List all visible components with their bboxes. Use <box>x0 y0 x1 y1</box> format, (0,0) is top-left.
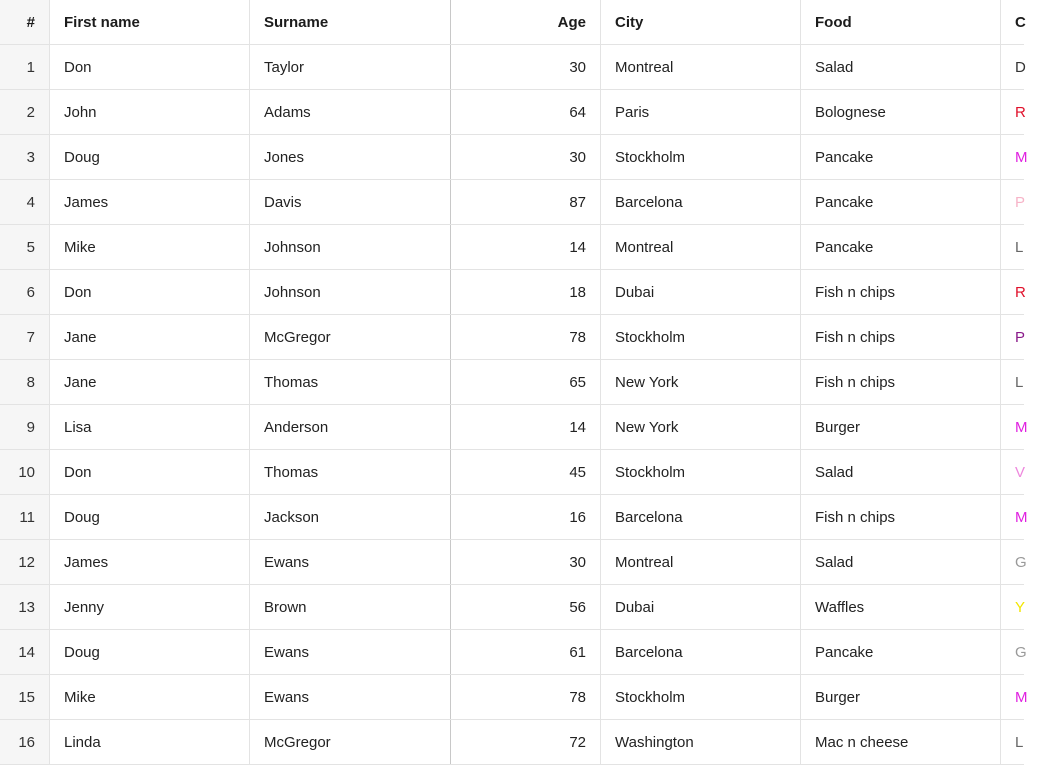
city-cell[interactable]: Dubai <box>601 270 801 314</box>
age-cell[interactable]: 65 <box>451 360 601 404</box>
food-cell[interactable]: Salad <box>801 540 1001 584</box>
color-cell[interactable]: P <box>1015 328 1026 346</box>
age-cell[interactable]: 64 <box>451 90 601 134</box>
header-surname[interactable]: Surname <box>250 0 451 44</box>
first-name-cell[interactable]: Jane <box>50 315 250 359</box>
city-cell[interactable]: Stockholm <box>601 450 801 494</box>
food-cell[interactable]: Fish n chips <box>801 495 1001 539</box>
food-cell[interactable]: Salad <box>801 45 1001 89</box>
age-cell[interactable]: 87 <box>451 180 601 224</box>
city-cell[interactable]: Stockholm <box>601 315 801 359</box>
surname-cell[interactable]: McGregor <box>250 720 451 764</box>
row-number-cell[interactable]: 9 <box>0 405 50 449</box>
table-row[interactable] <box>0 630 1027 675</box>
city-cell[interactable]: Washington <box>601 720 801 764</box>
surname-cell[interactable]: Ewans <box>250 675 451 719</box>
color-cell[interactable]: M <box>1015 148 1028 166</box>
color-cell[interactable]: Y <box>1015 598 1026 616</box>
food-cell[interactable]: Fish n chips <box>801 360 1001 404</box>
table-row[interactable] <box>0 90 1024 135</box>
surname-cell[interactable]: Brown <box>250 585 451 629</box>
row-number-cell[interactable]: 2 <box>0 90 50 134</box>
row-number-cell[interactable]: 4 <box>0 180 50 224</box>
first-name-cell[interactable]: Jenny <box>50 585 250 629</box>
surname-cell[interactable]: Johnson <box>250 225 451 269</box>
surname-cell[interactable]: Jackson <box>250 495 451 539</box>
age-cell[interactable]: 30 <box>451 135 601 179</box>
row-number-cell[interactable]: 16 <box>0 720 50 764</box>
first-name-cell[interactable]: Mike <box>50 225 250 269</box>
table-row[interactable] <box>0 360 1024 405</box>
city-cell[interactable]: Barcelona <box>601 630 801 674</box>
food-cell[interactable]: Mac n cheese <box>801 720 1001 764</box>
surname-cell[interactable]: McGregor <box>250 315 451 359</box>
color-cell[interactable]: R <box>1015 103 1026 121</box>
table-row[interactable] <box>0 270 1024 315</box>
age-cell[interactable]: 30 <box>451 45 601 89</box>
row-number-cell[interactable]: 8 <box>0 360 50 404</box>
city-cell[interactable]: Stockholm <box>601 675 801 719</box>
row-number-cell[interactable]: 12 <box>0 540 50 584</box>
header-row <box>0 0 1024 45</box>
table-row[interactable] <box>0 315 1024 360</box>
food-cell[interactable]: Salad <box>801 450 1001 494</box>
food-cell[interactable]: Burger <box>801 675 1001 719</box>
first-name-cell[interactable]: Mike <box>50 675 250 719</box>
row-number-cell[interactable]: 10 <box>0 450 50 494</box>
city-cell[interactable]: Barcelona <box>601 180 801 224</box>
surname-cell[interactable]: Anderson <box>250 405 451 449</box>
row-number-cell[interactable]: 1 <box>0 45 50 89</box>
city-cell[interactable]: Dubai <box>601 585 801 629</box>
age-cell[interactable]: 18 <box>451 270 601 314</box>
food-cell[interactable]: Bolognese <box>801 90 1001 134</box>
food-cell[interactable]: Pancake <box>801 225 1001 269</box>
food-cell[interactable]: Waffles <box>801 585 1001 629</box>
table-row[interactable] <box>0 45 1024 90</box>
color-cell[interactable]: M <box>1015 508 1028 526</box>
header-color[interactable]: C <box>1015 13 1026 31</box>
table-row[interactable] <box>0 405 1028 450</box>
surname-cell[interactable]: Davis <box>250 180 451 224</box>
age-cell[interactable]: 78 <box>451 675 601 719</box>
food-cell[interactable]: Pancake <box>801 180 1001 224</box>
color-cell[interactable]: L <box>1015 733 1024 751</box>
table-row[interactable] <box>0 495 1028 540</box>
food-cell[interactable]: Burger <box>801 405 1001 449</box>
header-age[interactable]: Age <box>451 0 601 44</box>
first-name-cell[interactable]: Doug <box>50 630 250 674</box>
food-cell[interactable]: Fish n chips <box>801 315 1001 359</box>
age-cell[interactable]: 72 <box>451 720 601 764</box>
surname-cell[interactable]: Jones <box>250 135 451 179</box>
row-number-cell[interactable]: 14 <box>0 630 50 674</box>
first-name-cell[interactable]: James <box>50 540 250 584</box>
color-cell[interactable]: M <box>1015 688 1028 706</box>
color-cell[interactable]: L <box>1015 373 1024 391</box>
age-cell[interactable]: 78 <box>451 315 601 359</box>
first-name-cell[interactable]: James <box>50 180 250 224</box>
age-cell[interactable]: 45 <box>451 450 601 494</box>
header-food[interactable]: Food <box>801 0 1001 44</box>
header-index[interactable]: # <box>0 0 50 44</box>
surname-cell[interactable]: Ewans <box>250 630 451 674</box>
first-name-cell[interactable]: Don <box>50 45 250 89</box>
color-cell[interactable]: P <box>1015 193 1026 211</box>
age-cell[interactable]: 56 <box>451 585 601 629</box>
header-first-name[interactable]: First name <box>50 0 250 44</box>
city-cell[interactable]: Montreal <box>601 225 801 269</box>
table-row[interactable] <box>0 540 1027 585</box>
color-cell[interactable]: D <box>1015 58 1026 76</box>
city-cell[interactable]: Montreal <box>601 45 801 89</box>
row-number-cell[interactable]: 15 <box>0 675 50 719</box>
food-cell[interactable]: Pancake <box>801 630 1001 674</box>
color-cell[interactable]: G <box>1015 553 1027 571</box>
age-cell[interactable]: 30 <box>451 540 601 584</box>
age-cell[interactable]: 14 <box>451 225 601 269</box>
city-cell[interactable]: Montreal <box>601 540 801 584</box>
first-name-cell[interactable]: Don <box>50 270 250 314</box>
row-number-cell[interactable]: 6 <box>0 270 50 314</box>
table-row[interactable] <box>0 135 1028 180</box>
surname-cell[interactable]: Taylor <box>250 45 451 89</box>
city-cell[interactable]: New York <box>601 360 801 404</box>
table-row[interactable] <box>0 585 1024 630</box>
grid-body <box>0 45 1028 765</box>
first-name-cell[interactable]: Don <box>50 450 250 494</box>
row-number-cell[interactable]: 11 <box>0 495 50 539</box>
surname-cell[interactable]: Thomas <box>250 450 451 494</box>
food-cell[interactable]: Fish n chips <box>801 270 1001 314</box>
age-cell[interactable]: 61 <box>451 630 601 674</box>
header-city[interactable]: City <box>601 0 801 44</box>
row-number-cell[interactable]: 7 <box>0 315 50 359</box>
city-cell[interactable]: Barcelona <box>601 495 801 539</box>
first-name-cell[interactable]: Jane <box>50 360 250 404</box>
age-cell[interactable]: 16 <box>451 495 601 539</box>
surname-cell[interactable]: Adams <box>250 90 451 134</box>
food-cell[interactable]: Pancake <box>801 135 1001 179</box>
color-cell[interactable]: R <box>1015 283 1026 301</box>
first-name-cell[interactable]: Lisa <box>50 405 250 449</box>
color-cell[interactable]: G <box>1015 643 1027 661</box>
row-number-cell[interactable]: 3 <box>0 135 50 179</box>
row-number-cell[interactable]: 5 <box>0 225 50 269</box>
color-cell[interactable]: L <box>1015 238 1024 256</box>
first-name-cell[interactable]: Linda <box>50 720 250 764</box>
surname-cell[interactable]: Ewans <box>250 540 451 584</box>
first-name-cell[interactable]: Doug <box>50 135 250 179</box>
first-name-cell[interactable]: Doug <box>50 495 250 539</box>
table-row[interactable] <box>0 450 1024 495</box>
table-row[interactable] <box>0 720 1024 765</box>
surname-cell[interactable]: Johnson <box>250 270 451 314</box>
color-cell[interactable]: V <box>1015 463 1026 481</box>
city-cell[interactable]: New York <box>601 405 801 449</box>
surname-cell[interactable]: Thomas <box>250 360 451 404</box>
city-cell[interactable]: Paris <box>601 90 801 134</box>
table-row[interactable] <box>0 675 1028 720</box>
table-row[interactable] <box>0 225 1024 270</box>
age-cell[interactable]: 14 <box>451 405 601 449</box>
first-name-cell[interactable]: John <box>50 90 250 134</box>
table-row[interactable] <box>0 180 1024 225</box>
row-number-cell[interactable]: 13 <box>0 585 50 629</box>
city-cell[interactable]: Stockholm <box>601 135 801 179</box>
color-cell[interactable]: M <box>1015 418 1028 436</box>
